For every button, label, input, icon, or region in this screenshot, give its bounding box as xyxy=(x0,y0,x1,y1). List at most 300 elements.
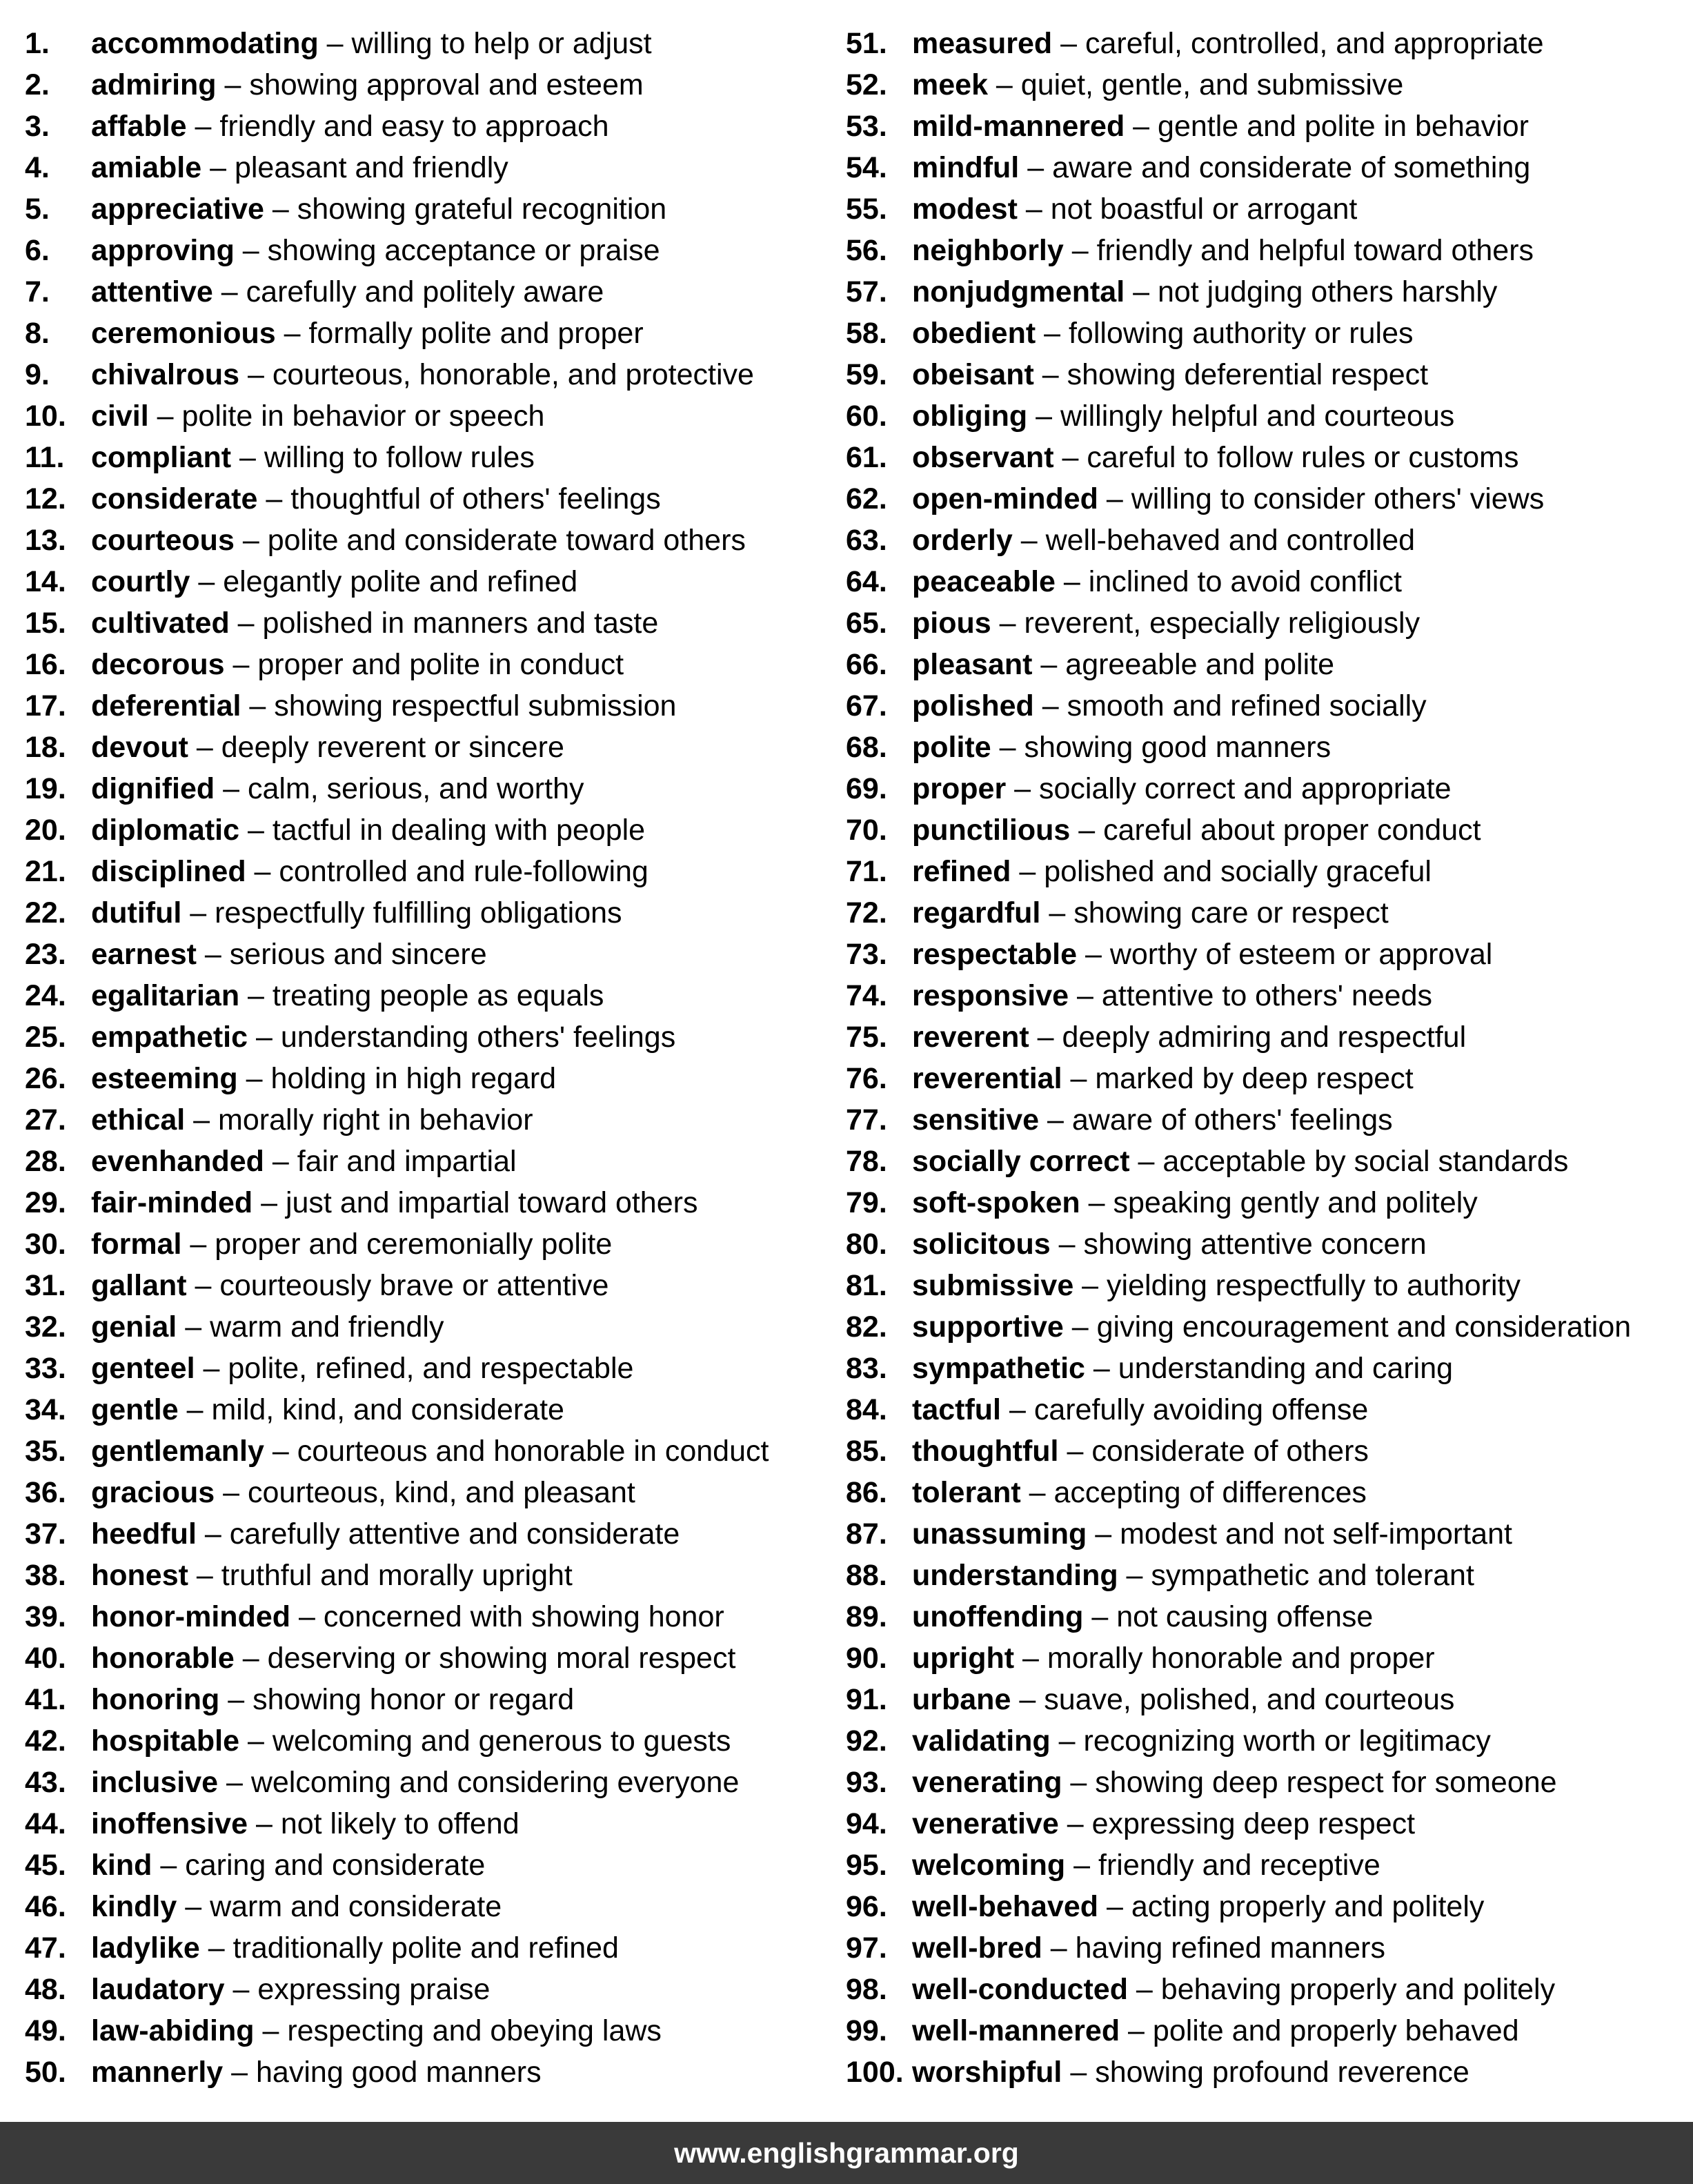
item-definition: courteous, honorable, and protective xyxy=(272,358,754,391)
list-item xyxy=(25,1844,839,1886)
item-separator: – xyxy=(1065,1849,1099,1882)
item-word: polite xyxy=(912,731,991,764)
item-word: unassuming xyxy=(912,1517,1087,1551)
item-word: solicitous xyxy=(912,1228,1051,1261)
item-word: venerative xyxy=(912,1807,1059,1840)
list-item xyxy=(846,1016,1687,1058)
item-separator: – xyxy=(1120,2014,1153,2047)
list-item xyxy=(846,561,1687,602)
item-definition: tactful in dealing with people xyxy=(272,814,646,847)
item-number: 17. xyxy=(25,689,66,722)
list-item xyxy=(25,1886,839,1927)
item-number: 2. xyxy=(25,68,50,101)
item-number: 49. xyxy=(25,2014,66,2047)
item-separator: – xyxy=(1039,1103,1072,1137)
item-definition: carefully attentive and considerate xyxy=(229,1517,680,1551)
item-word: soft-spoken xyxy=(912,1186,1080,1219)
item-separator: – xyxy=(1087,1517,1120,1551)
item-definition: thoughtful of others' feelings xyxy=(290,482,661,515)
list-item xyxy=(846,437,1687,478)
item-number: 89. xyxy=(846,1600,887,1633)
item-word: well-mannered xyxy=(912,2014,1120,2047)
item-definition: considerate of others xyxy=(1091,1435,1369,1468)
item-number: 72. xyxy=(846,896,887,929)
item-separator: – xyxy=(181,1228,215,1261)
item-definition: truthful and morally upright xyxy=(221,1559,573,1592)
list-item xyxy=(25,1182,839,1223)
list-item xyxy=(846,271,1687,313)
list-item xyxy=(846,1596,1687,1637)
list-item xyxy=(25,934,839,975)
item-word: worshipful xyxy=(912,2056,1062,2089)
item-separator: – xyxy=(1098,1890,1131,1923)
item-number: 26. xyxy=(25,1062,66,1095)
item-word: sensitive xyxy=(912,1103,1040,1137)
item-separator: – xyxy=(186,110,220,143)
item-separator: – xyxy=(195,1352,228,1385)
item-word: honest xyxy=(91,1559,188,1592)
item-word: kindly xyxy=(91,1890,177,1923)
item-definition: friendly and helpful toward others xyxy=(1096,234,1534,267)
item-word: deferential xyxy=(91,689,241,722)
item-word: diplomatic xyxy=(91,814,240,847)
item-definition: careful about proper conduct xyxy=(1103,814,1481,847)
item-separator: – xyxy=(987,68,1021,101)
list-item xyxy=(25,1016,839,1058)
item-number: 94. xyxy=(846,1807,887,1840)
item-word: submissive xyxy=(912,1269,1074,1302)
item-number: 51. xyxy=(846,27,887,60)
item-definition: willing to consider others' views xyxy=(1131,482,1545,515)
item-separator: – xyxy=(1098,482,1131,515)
item-separator: – xyxy=(1036,317,1069,350)
list-item xyxy=(846,1637,1687,1679)
list-item xyxy=(25,1720,839,1762)
item-separator: – xyxy=(1040,896,1074,929)
item-separator: – xyxy=(185,1103,219,1137)
item-word: chivalrous xyxy=(91,358,240,391)
item-word: affable xyxy=(91,110,187,143)
item-number: 73. xyxy=(846,938,887,971)
list-item xyxy=(25,2010,839,2052)
item-word: law-abiding xyxy=(91,2014,255,2047)
item-word: peaceable xyxy=(912,565,1056,598)
item-separator: – xyxy=(1070,814,1104,847)
item-word: urbane xyxy=(912,1683,1011,1716)
item-definition: warm and considerate xyxy=(210,1890,502,1923)
word-list xyxy=(0,23,1693,2089)
item-number: 100. xyxy=(846,2056,904,2089)
item-definition: socially correct and appropriate xyxy=(1039,772,1452,805)
item-separator: – xyxy=(234,1642,268,1675)
item-number: 6. xyxy=(25,234,50,267)
item-definition: showing grateful recognition xyxy=(297,193,667,226)
item-word: heedful xyxy=(91,1517,197,1551)
item-definition: not judging others harshly xyxy=(1157,275,1498,308)
item-definition: treating people as equals xyxy=(272,979,604,1012)
item-word: empathetic xyxy=(91,1021,248,1054)
list-item xyxy=(846,106,1687,147)
list-item xyxy=(846,188,1687,230)
item-word: attentive xyxy=(91,275,213,308)
item-definition: respectfully fulfilling obligations xyxy=(215,896,622,929)
item-separator: – xyxy=(1017,193,1051,226)
item-definition: speaking gently and politely xyxy=(1113,1186,1478,1219)
item-separator: – xyxy=(264,193,297,226)
list-item xyxy=(25,1430,839,1472)
word-list-column-left xyxy=(25,23,839,2093)
item-word: inoffensive xyxy=(91,1807,248,1840)
item-number: 48. xyxy=(25,1973,66,2006)
item-definition: not boastful or arrogant xyxy=(1050,193,1358,226)
list-item xyxy=(846,23,1687,64)
item-separator: – xyxy=(1001,1393,1034,1426)
list-item xyxy=(25,1348,839,1389)
item-separator: – xyxy=(1032,648,1066,681)
list-item xyxy=(25,1637,839,1679)
item-separator: – xyxy=(1055,565,1089,598)
item-separator: – xyxy=(1019,151,1053,184)
list-item xyxy=(846,478,1687,520)
item-definition: aware and considerate of something xyxy=(1052,151,1531,184)
item-separator: – xyxy=(148,400,182,433)
item-separator: – xyxy=(991,607,1024,640)
item-definition: proper and ceremonially polite xyxy=(215,1228,613,1261)
item-word: dignified xyxy=(91,772,215,805)
list-item xyxy=(846,354,1687,395)
item-definition: quiet, gentle, and submissive xyxy=(1020,68,1404,101)
item-definition: recognizing worth or legitimacy xyxy=(1083,1724,1491,1758)
item-number: 34. xyxy=(25,1393,66,1426)
item-number: 60. xyxy=(846,400,887,433)
list-item xyxy=(846,1265,1687,1306)
list-item xyxy=(25,727,839,768)
list-item xyxy=(25,64,839,106)
item-word: ethical xyxy=(91,1103,186,1137)
item-word: upright xyxy=(912,1642,1015,1675)
item-definition: understanding others' feelings xyxy=(280,1021,676,1054)
item-number: 96. xyxy=(846,1890,887,1923)
item-separator: – xyxy=(239,814,273,847)
item-definition: polite and considerate toward others xyxy=(267,524,746,557)
item-definition: yielding respectfully to authority xyxy=(1107,1269,1521,1302)
item-word: inclusive xyxy=(91,1766,219,1799)
item-number: 4. xyxy=(25,151,50,184)
list-item xyxy=(25,1679,839,1720)
list-item xyxy=(846,1182,1687,1223)
item-number: 18. xyxy=(25,731,66,764)
item-number: 5. xyxy=(25,193,50,226)
item-word: punctilious xyxy=(912,814,1071,847)
list-item xyxy=(846,1720,1687,1762)
item-separator: – xyxy=(231,441,264,474)
item-definition: showing honor or regard xyxy=(253,1683,575,1716)
list-item xyxy=(846,1058,1687,1099)
item-definition: showing deep respect for someone xyxy=(1095,1766,1557,1799)
item-definition: acting properly and politely xyxy=(1131,1890,1485,1923)
item-number: 97. xyxy=(846,1931,887,1965)
item-definition: polite, refined, and respectable xyxy=(228,1352,634,1385)
item-word: modest xyxy=(912,193,1018,226)
item-definition: concerned with showing honor xyxy=(323,1600,724,1633)
item-word: esteeming xyxy=(91,1062,238,1095)
item-separator: – xyxy=(239,979,273,1012)
item-separator: – xyxy=(186,1269,220,1302)
item-word: compliant xyxy=(91,441,232,474)
list-item xyxy=(846,1223,1687,1265)
item-number: 83. xyxy=(846,1352,887,1385)
list-item xyxy=(25,106,839,147)
list-item xyxy=(25,1306,839,1348)
item-definition: behaving properly and politely xyxy=(1160,1973,1556,2006)
list-item xyxy=(846,1348,1687,1389)
item-number: 76. xyxy=(846,1062,887,1095)
item-definition: polished and socially graceful xyxy=(1044,855,1432,888)
item-definition: inclined to avoid conflict xyxy=(1088,565,1402,598)
item-definition: just and impartial toward others xyxy=(285,1186,698,1219)
list-item xyxy=(846,851,1687,892)
item-word: evenhanded xyxy=(91,1145,264,1178)
item-word: accommodating xyxy=(91,27,319,60)
item-word: ladylike xyxy=(91,1931,200,1965)
item-number: 52. xyxy=(846,68,887,101)
item-word: well-behaved xyxy=(912,1890,1099,1923)
item-word: welcoming xyxy=(912,1849,1066,1882)
item-definition: having refined manners xyxy=(1075,1931,1385,1965)
item-separator: – xyxy=(196,1517,230,1551)
item-separator: – xyxy=(178,1393,212,1426)
item-word: considerate xyxy=(91,482,258,515)
item-separator: – xyxy=(1073,1269,1107,1302)
item-separator: – xyxy=(1062,1766,1096,1799)
list-item xyxy=(846,1844,1687,1886)
list-item xyxy=(25,1969,839,2010)
item-number: 23. xyxy=(25,938,66,971)
item-definition: warm and friendly xyxy=(210,1310,444,1344)
item-separator: – xyxy=(264,1435,297,1468)
list-item xyxy=(25,23,839,64)
item-word: earnest xyxy=(91,938,197,971)
footer-website-link[interactable]: www.englishgrammar.org xyxy=(674,2136,1019,2169)
list-item xyxy=(25,520,839,561)
item-number: 14. xyxy=(25,565,66,598)
item-number: 10. xyxy=(25,400,66,433)
item-word: understanding xyxy=(912,1559,1118,1592)
item-word: disciplined xyxy=(91,855,246,888)
item-separator: – xyxy=(290,1600,324,1633)
list-item xyxy=(25,975,839,1016)
item-separator: – xyxy=(1020,1476,1054,1509)
item-number: 66. xyxy=(846,648,887,681)
list-item xyxy=(25,271,839,313)
item-separator: – xyxy=(1069,979,1102,1012)
item-word: mannerly xyxy=(91,2056,224,2089)
item-separator: – xyxy=(1042,1931,1076,1965)
item-word: respectable xyxy=(912,938,1078,971)
item-number: 45. xyxy=(25,1849,66,1882)
list-item xyxy=(25,1555,839,1596)
list-item xyxy=(846,685,1687,727)
item-word: sympathetic xyxy=(912,1352,1085,1385)
item-word: responsive xyxy=(912,979,1069,1012)
item-definition: showing acceptance or praise xyxy=(267,234,660,267)
list-item xyxy=(25,1058,839,1099)
item-separator: – xyxy=(1027,400,1060,433)
item-number: 93. xyxy=(846,1766,887,1799)
item-word: validating xyxy=(912,1724,1051,1758)
list-item xyxy=(25,1389,839,1430)
item-word: fair-minded xyxy=(91,1186,253,1219)
item-number: 38. xyxy=(25,1559,66,1592)
item-word: courtly xyxy=(91,565,190,598)
list-item xyxy=(25,1596,839,1637)
item-number: 47. xyxy=(25,1931,66,1965)
item-number: 11. xyxy=(25,441,65,474)
item-definition: expressing praise xyxy=(257,1973,491,2006)
list-item xyxy=(846,644,1687,685)
item-separator: – xyxy=(1062,2056,1096,2089)
item-number: 57. xyxy=(846,275,887,308)
item-word: refined xyxy=(912,855,1011,888)
item-word: mindful xyxy=(912,151,1020,184)
item-number: 71. xyxy=(846,855,887,888)
list-item xyxy=(25,809,839,851)
item-number: 79. xyxy=(846,1186,887,1219)
item-number: 78. xyxy=(846,1145,887,1178)
item-number: 22. xyxy=(25,896,66,929)
item-number: 58. xyxy=(846,317,887,350)
item-definition: carefully avoiding offense xyxy=(1033,1393,1369,1426)
item-separator: – xyxy=(1127,1973,1161,2006)
list-item xyxy=(25,1803,839,1844)
item-number: 70. xyxy=(846,814,887,847)
list-item xyxy=(25,1472,839,1513)
item-number: 91. xyxy=(846,1683,887,1716)
item-separator: – xyxy=(1033,689,1067,722)
list-item xyxy=(846,520,1687,561)
item-word: hospitable xyxy=(91,1724,240,1758)
item-word: tolerant xyxy=(912,1476,1021,1509)
item-number: 80. xyxy=(846,1228,887,1261)
item-number: 62. xyxy=(846,482,887,515)
item-word: formal xyxy=(91,1228,182,1261)
item-number: 25. xyxy=(25,1021,66,1054)
item-word: venerating xyxy=(912,1766,1062,1799)
item-number: 98. xyxy=(846,1973,887,2006)
item-definition: controlled and rule-following xyxy=(279,855,649,888)
item-definition: proper and polite in conduct xyxy=(257,648,624,681)
item-definition: agreeable and polite xyxy=(1065,648,1334,681)
item-definition: showing care or respect xyxy=(1073,896,1389,929)
item-word: ceremonious xyxy=(91,317,276,350)
item-definition: acceptable by social standards xyxy=(1162,1145,1569,1178)
item-number: 67. xyxy=(846,689,887,722)
item-number: 3. xyxy=(25,110,50,143)
item-number: 63. xyxy=(846,524,887,557)
item-separator: – xyxy=(1062,1062,1096,1095)
item-number: 74. xyxy=(846,979,887,1012)
item-definition: courteously brave or attentive xyxy=(219,1269,609,1302)
item-definition: suave, polished, and courteous xyxy=(1044,1683,1455,1716)
item-definition: respecting and obeying laws xyxy=(287,2014,662,2047)
item-number: 87. xyxy=(846,1517,887,1551)
item-definition: not likely to offend xyxy=(280,1807,519,1840)
item-word: orderly xyxy=(912,524,1013,557)
item-number: 13. xyxy=(25,524,66,557)
item-number: 55. xyxy=(846,193,887,226)
list-item xyxy=(25,602,839,644)
list-item xyxy=(25,2052,839,2093)
footer-bar xyxy=(0,2122,1693,2184)
item-separator: – xyxy=(1058,1807,1092,1840)
item-separator: – xyxy=(1052,27,1085,60)
item-word: egalitarian xyxy=(91,979,240,1012)
item-word: admiring xyxy=(91,68,217,101)
item-word: reverential xyxy=(912,1062,1062,1095)
item-definition: deeply reverent or sincere xyxy=(221,731,564,764)
list-item xyxy=(846,64,1687,106)
list-item xyxy=(25,1927,839,1969)
list-item xyxy=(25,768,839,809)
list-item xyxy=(846,892,1687,934)
item-separator: – xyxy=(218,1766,251,1799)
item-word: mild-mannered xyxy=(912,110,1125,143)
item-separator: – xyxy=(991,731,1024,764)
list-item xyxy=(846,1927,1687,1969)
item-separator: – xyxy=(257,482,291,515)
item-word: honor-minded xyxy=(91,1600,291,1633)
item-word: obeisant xyxy=(912,358,1034,391)
list-item xyxy=(25,354,839,395)
item-separator: – xyxy=(318,27,352,60)
item-word: gracious xyxy=(91,1476,215,1509)
item-number: 32. xyxy=(25,1310,66,1344)
list-item xyxy=(846,809,1687,851)
list-item xyxy=(846,1141,1687,1182)
list-item xyxy=(846,602,1687,644)
item-word: socially correct xyxy=(912,1145,1130,1178)
item-definition: fair and impartial xyxy=(297,1145,517,1178)
item-definition: understanding and caring xyxy=(1118,1352,1454,1385)
item-number: 59. xyxy=(846,358,887,391)
item-word: cultivated xyxy=(91,607,230,640)
item-number: 54. xyxy=(846,151,887,184)
item-definition: pleasant and friendly xyxy=(234,151,508,184)
item-definition: morally honorable and proper xyxy=(1047,1642,1435,1675)
item-separator: – xyxy=(177,1890,210,1923)
item-separator: – xyxy=(1012,524,1046,557)
item-separator: – xyxy=(1077,938,1110,971)
item-word: polished xyxy=(912,689,1034,722)
list-item xyxy=(846,1679,1687,1720)
item-definition: traditionally polite and refined xyxy=(232,1931,619,1965)
item-definition: showing approval and esteem xyxy=(249,68,644,101)
item-word: appreciative xyxy=(91,193,264,226)
item-definition: following authority or rules xyxy=(1068,317,1414,350)
item-word: amiable xyxy=(91,151,202,184)
list-item xyxy=(25,437,839,478)
list-item xyxy=(846,230,1687,271)
list-item xyxy=(846,147,1687,188)
item-definition: courteous and honorable in conduct xyxy=(297,1435,769,1468)
item-word: pleasant xyxy=(912,648,1033,681)
item-number: 39. xyxy=(25,1600,66,1633)
item-number: 31. xyxy=(25,1269,66,1302)
item-word: gallant xyxy=(91,1269,187,1302)
item-number: 1. xyxy=(25,27,50,60)
item-definition: well-behaved and controlled xyxy=(1045,524,1416,557)
item-separator: – xyxy=(1125,275,1158,308)
